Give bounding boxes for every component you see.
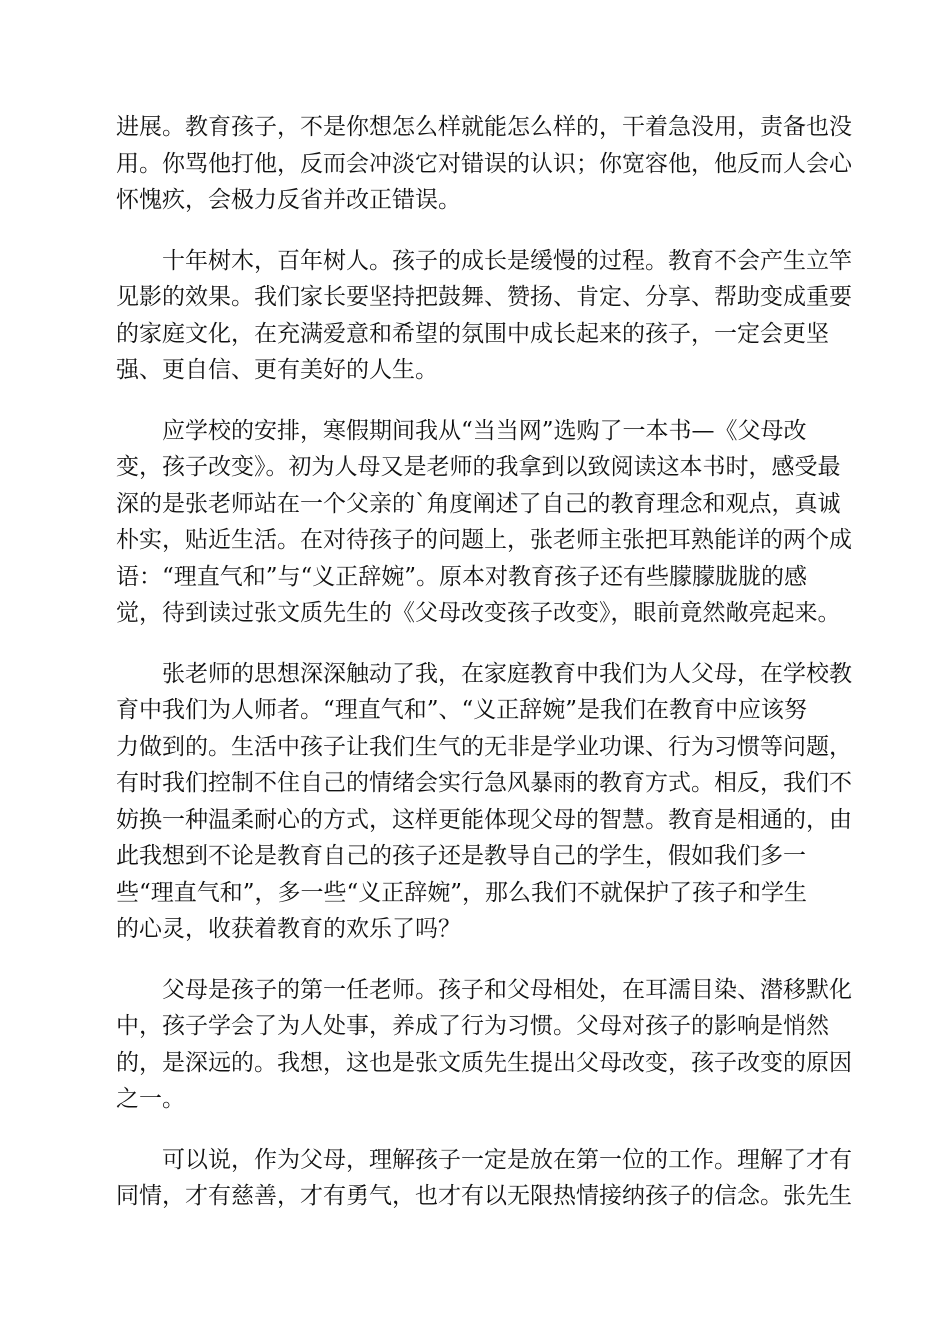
text-line: 有时我们控制不住自己的情绪会实行急风暴雨的教育方式。相反，我们不: [116, 770, 852, 796]
text-line: 中，孩子学会了为人处事，养成了行为习惯。父母对孩子的影响是悄然: [116, 1013, 829, 1039]
text-line: 可以说，作为父母，理解孩子一定是放在第一位的工作。理解了才有: [162, 1146, 852, 1173]
paragraph-3: [116, 413, 852, 632]
paragraph-2: [116, 243, 852, 389]
text-line: 力做到的。生活中孩子让我们生气的无非是学业功课、行为习惯等问题，: [116, 733, 852, 760]
text-line: 的，是深远的。我想，这也是张文质先生提出父母改变，孩子改变的原因: [116, 1049, 852, 1076]
paragraph-5: [116, 972, 852, 1118]
text-line: 育中我们为人师者。“理直气和”、“义正辞婉”是我们在教育中应该努: [116, 697, 808, 723]
text-line: 觉，待到读过张文质先生的《父母改变孩子改变》，眼前竟然敞亮起来。: [116, 600, 841, 626]
text-line: 朴实，贴近生活。在对待孩子的问题上，张老师主张把耳熟能详的两个成: [116, 527, 852, 553]
text-line: 妨换一种温柔耐心的方式，这样更能体现父母的智慧。教育是相通的，由: [116, 806, 852, 833]
text-line: 怀愧疚，会极力反省并改正错误。: [116, 187, 461, 213]
text-line: 父母是孩子的第一任老师。孩子和父母相处，在耳濡目染、潜移默化: [162, 976, 852, 1003]
text-line: 用。你骂他打他，反而会冲淡它对错误的认识；你宽容他，他反而人会心: [116, 150, 852, 177]
text-line: 的家庭文化，在充满爱意和希望的氛围中成长起来的孩子，一定会更坚: [116, 320, 829, 347]
text-line: 些“理直气和”，多一些“义正辞婉”，那么我们不就保护了孩子和学生: [116, 879, 808, 906]
text-line: 同情，才有慈善，才有勇气，也才有以无限热情接纳孩子的信念。张先生: [116, 1183, 852, 1209]
text-line: 进展。教育孩子，不是你想怎么样就能怎么样的，干着急没用，责备也没: [116, 114, 852, 140]
text-line: 此我想到不论是教育自己的孩子还是教导自己的学生，假如我们多一: [116, 843, 806, 869]
text-line: 强、更自信、更有美好的人生。: [116, 357, 438, 383]
text-line: 张老师的思想深深触动了我，在家庭教育中我们为人父母，在学校教: [162, 660, 852, 687]
text-line: 应学校的安排，寒假期间我从“当当网”选购了一本书—《父母改: [162, 417, 807, 444]
text-line: 的心灵，收获着教育的欢乐了吗？: [116, 916, 461, 942]
text-line: 十年树木，百年树人。孩子的成长是缓慢的过程。教育不会产生立竿: [162, 247, 852, 274]
paragraph-4: [116, 656, 852, 948]
paragraph-6: [116, 1142, 852, 1215]
text-line: 语：“理直气和”与“义正辞婉”。原本对教育孩子还有些朦朦胧胧的感: [116, 563, 808, 590]
text-line: 深的是张老师站在一个父亲的`角度阐述了自己的教育理念和观点，真诚: [116, 490, 841, 517]
paragraph-1: [116, 109, 852, 219]
text-line: 变，孩子改变》。初为人母又是老师的我拿到以致阅读这本书时，感受最: [116, 454, 841, 480]
text-line: 见影的效果。我们家长要坚持把鼓舞、赞扬、肯定、分享、帮助变成重要: [116, 284, 852, 310]
text-line: 之一。: [116, 1086, 185, 1112]
document-body: [116, 109, 852, 1239]
